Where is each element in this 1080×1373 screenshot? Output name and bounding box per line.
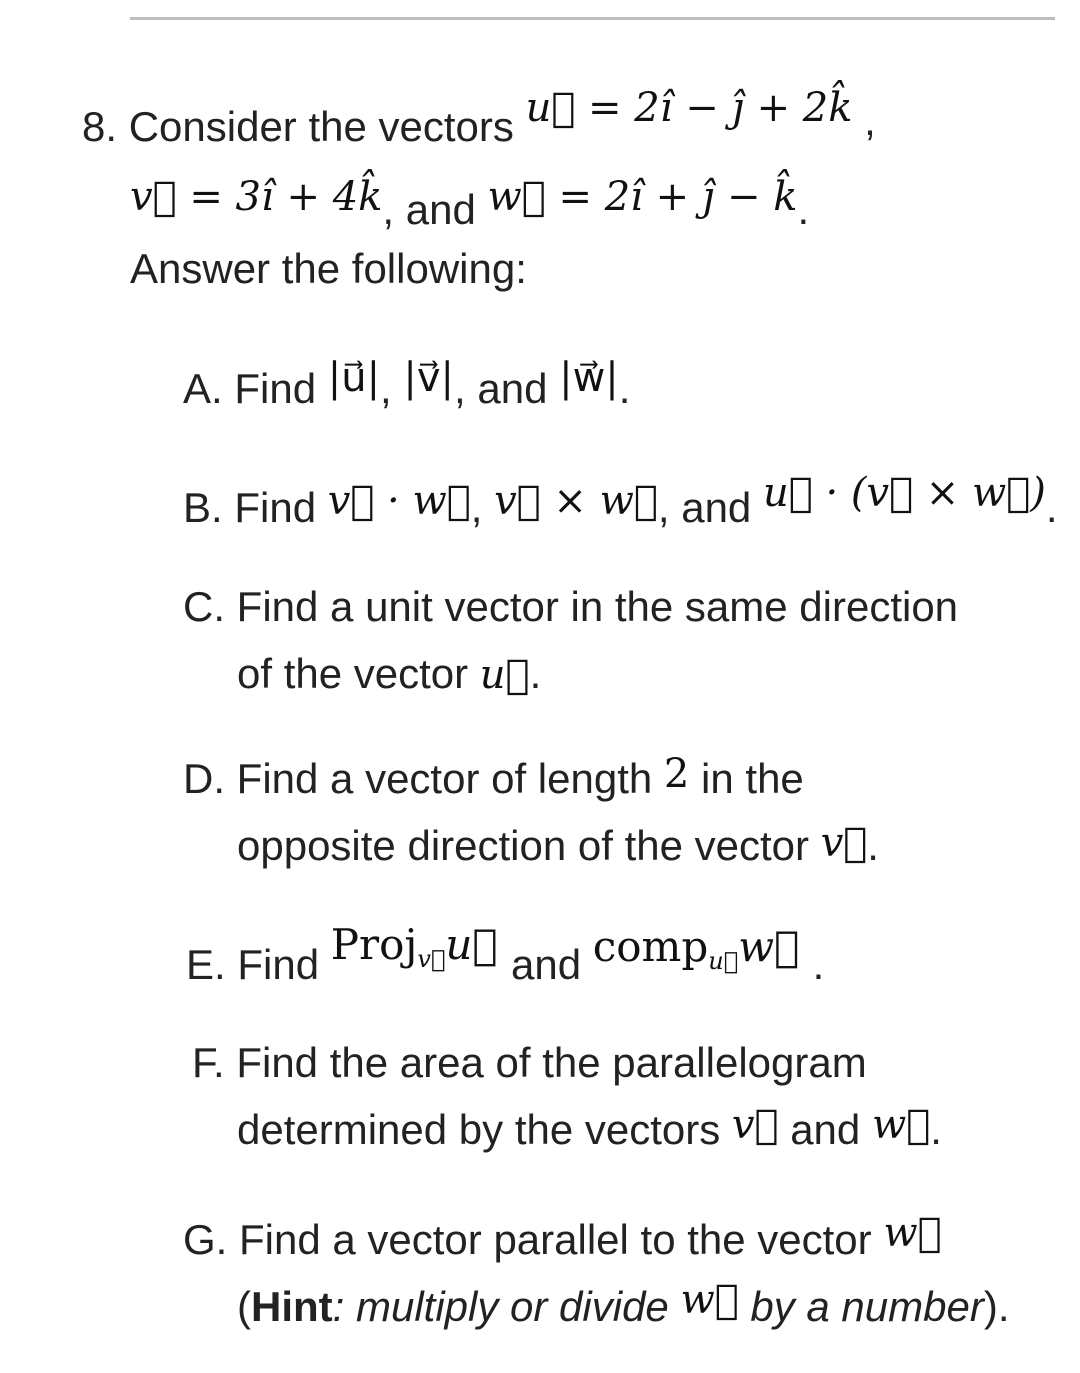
item-b-prefix: B. Find (183, 484, 317, 531)
problem-number: 8. (82, 103, 118, 150)
item-e-proj-sub: v⃗ (417, 945, 446, 973)
vector-v-definition: v⃗ = 3î + 4k̂ (130, 174, 383, 220)
problem-intro: Consider the vectors (128, 103, 514, 150)
item-f-text: determined by the vectors (237, 1106, 721, 1153)
item-e-end: . (812, 941, 825, 988)
item-d-line-2 (237, 820, 879, 869)
item-d-vector-v: v⃗ (820, 820, 868, 866)
item-b-dot-product: v⃗ · w⃗ (327, 478, 471, 524)
item-b-triple-product: u⃗ · (v⃗ × w⃗) (762, 470, 1046, 516)
item-c-text: of the vector (237, 650, 469, 697)
item-d-text: D. Find a vector of length (183, 755, 653, 802)
item-f-vector-w: w⃗ (871, 1102, 931, 1148)
problem-line-1 (82, 85, 876, 150)
item-g-line-2 (237, 1277, 1010, 1330)
item-g-close: ). (983, 1283, 1010, 1330)
item-e-comp-sub: u⃗ (708, 947, 739, 975)
item-a-sep1: , (380, 365, 392, 412)
item-d-line-1 (183, 751, 804, 802)
item-f-line-1: F. Find the area of the parallelogram (192, 1039, 867, 1086)
item-e-comp-label: comp (592, 922, 709, 971)
item-c-line-2 (237, 650, 542, 698)
item-g-text: G. Find a vector parallel to the vector (183, 1216, 872, 1263)
item-d-end: . (867, 822, 879, 869)
problem-period: . (797, 186, 810, 233)
item-b-end: . (1045, 484, 1058, 531)
answer-prompt: Answer the following: (130, 245, 527, 292)
vector-u-definition: u⃗ = 2î − ĵ + 2k̂ (525, 85, 853, 131)
item-e-and: and (510, 941, 582, 988)
item-d-length: 2 (663, 751, 690, 797)
item-g-hint-vector-w: w⃗ (680, 1277, 739, 1323)
top-divider (130, 17, 1055, 20)
item-d-text-2: opposite direction of the vector (237, 822, 810, 869)
problem-comma: , (864, 97, 876, 144)
item-a-prefix: A. Find (183, 365, 317, 412)
item-f-and: and (790, 1106, 861, 1153)
item-a-norm-w: |w⃗| (559, 355, 619, 401)
item-f-end: . (930, 1106, 942, 1153)
item-e (186, 920, 825, 991)
item-a-norm-v: |v⃗| (403, 355, 455, 401)
item-f-line-2 (237, 1102, 942, 1153)
problem-line-2 (130, 174, 810, 233)
item-e-prefix: E. Find (186, 941, 320, 988)
item-e-proj-arg: u⃗ (445, 920, 498, 969)
item-e-proj-label: Proj (330, 920, 418, 969)
item-g-hint-text-a: : multiply or divide (332, 1283, 669, 1330)
item-a-norm-u: |u⃗| (327, 355, 381, 401)
item-f-vector-v: v⃗ (731, 1102, 779, 1148)
vector-w-definition: w⃗ = 2î + ĵ − k̂ (487, 174, 798, 220)
item-g-hint-text-b: by a number (750, 1283, 984, 1330)
item-a-end: . (618, 365, 631, 412)
item-b (183, 470, 1058, 531)
item-e-component (592, 922, 813, 975)
item-a-sep2: , and (454, 365, 548, 412)
item-c-line-1: C. Find a unit vector in the same direction (183, 583, 959, 630)
item-b-sep2: , and (657, 484, 752, 531)
item-d-rest: in the (701, 755, 804, 802)
item-g-hint-label: Hint (251, 1283, 333, 1330)
problem-and: , and (382, 186, 476, 233)
item-c-vector-u: u⃗ (479, 652, 530, 698)
item-c-end: . (529, 650, 542, 697)
item-g-line-1 (183, 1210, 942, 1263)
item-g-open: ( (237, 1283, 251, 1330)
item-e-comp-arg: w⃗ (738, 922, 800, 971)
item-g-vector-w: w⃗ (883, 1210, 942, 1256)
item-b-sep1: , (470, 484, 483, 531)
item-e-projection (330, 920, 511, 973)
item-b-cross-product: v⃗ × w⃗ (494, 478, 658, 524)
item-a (183, 355, 631, 412)
